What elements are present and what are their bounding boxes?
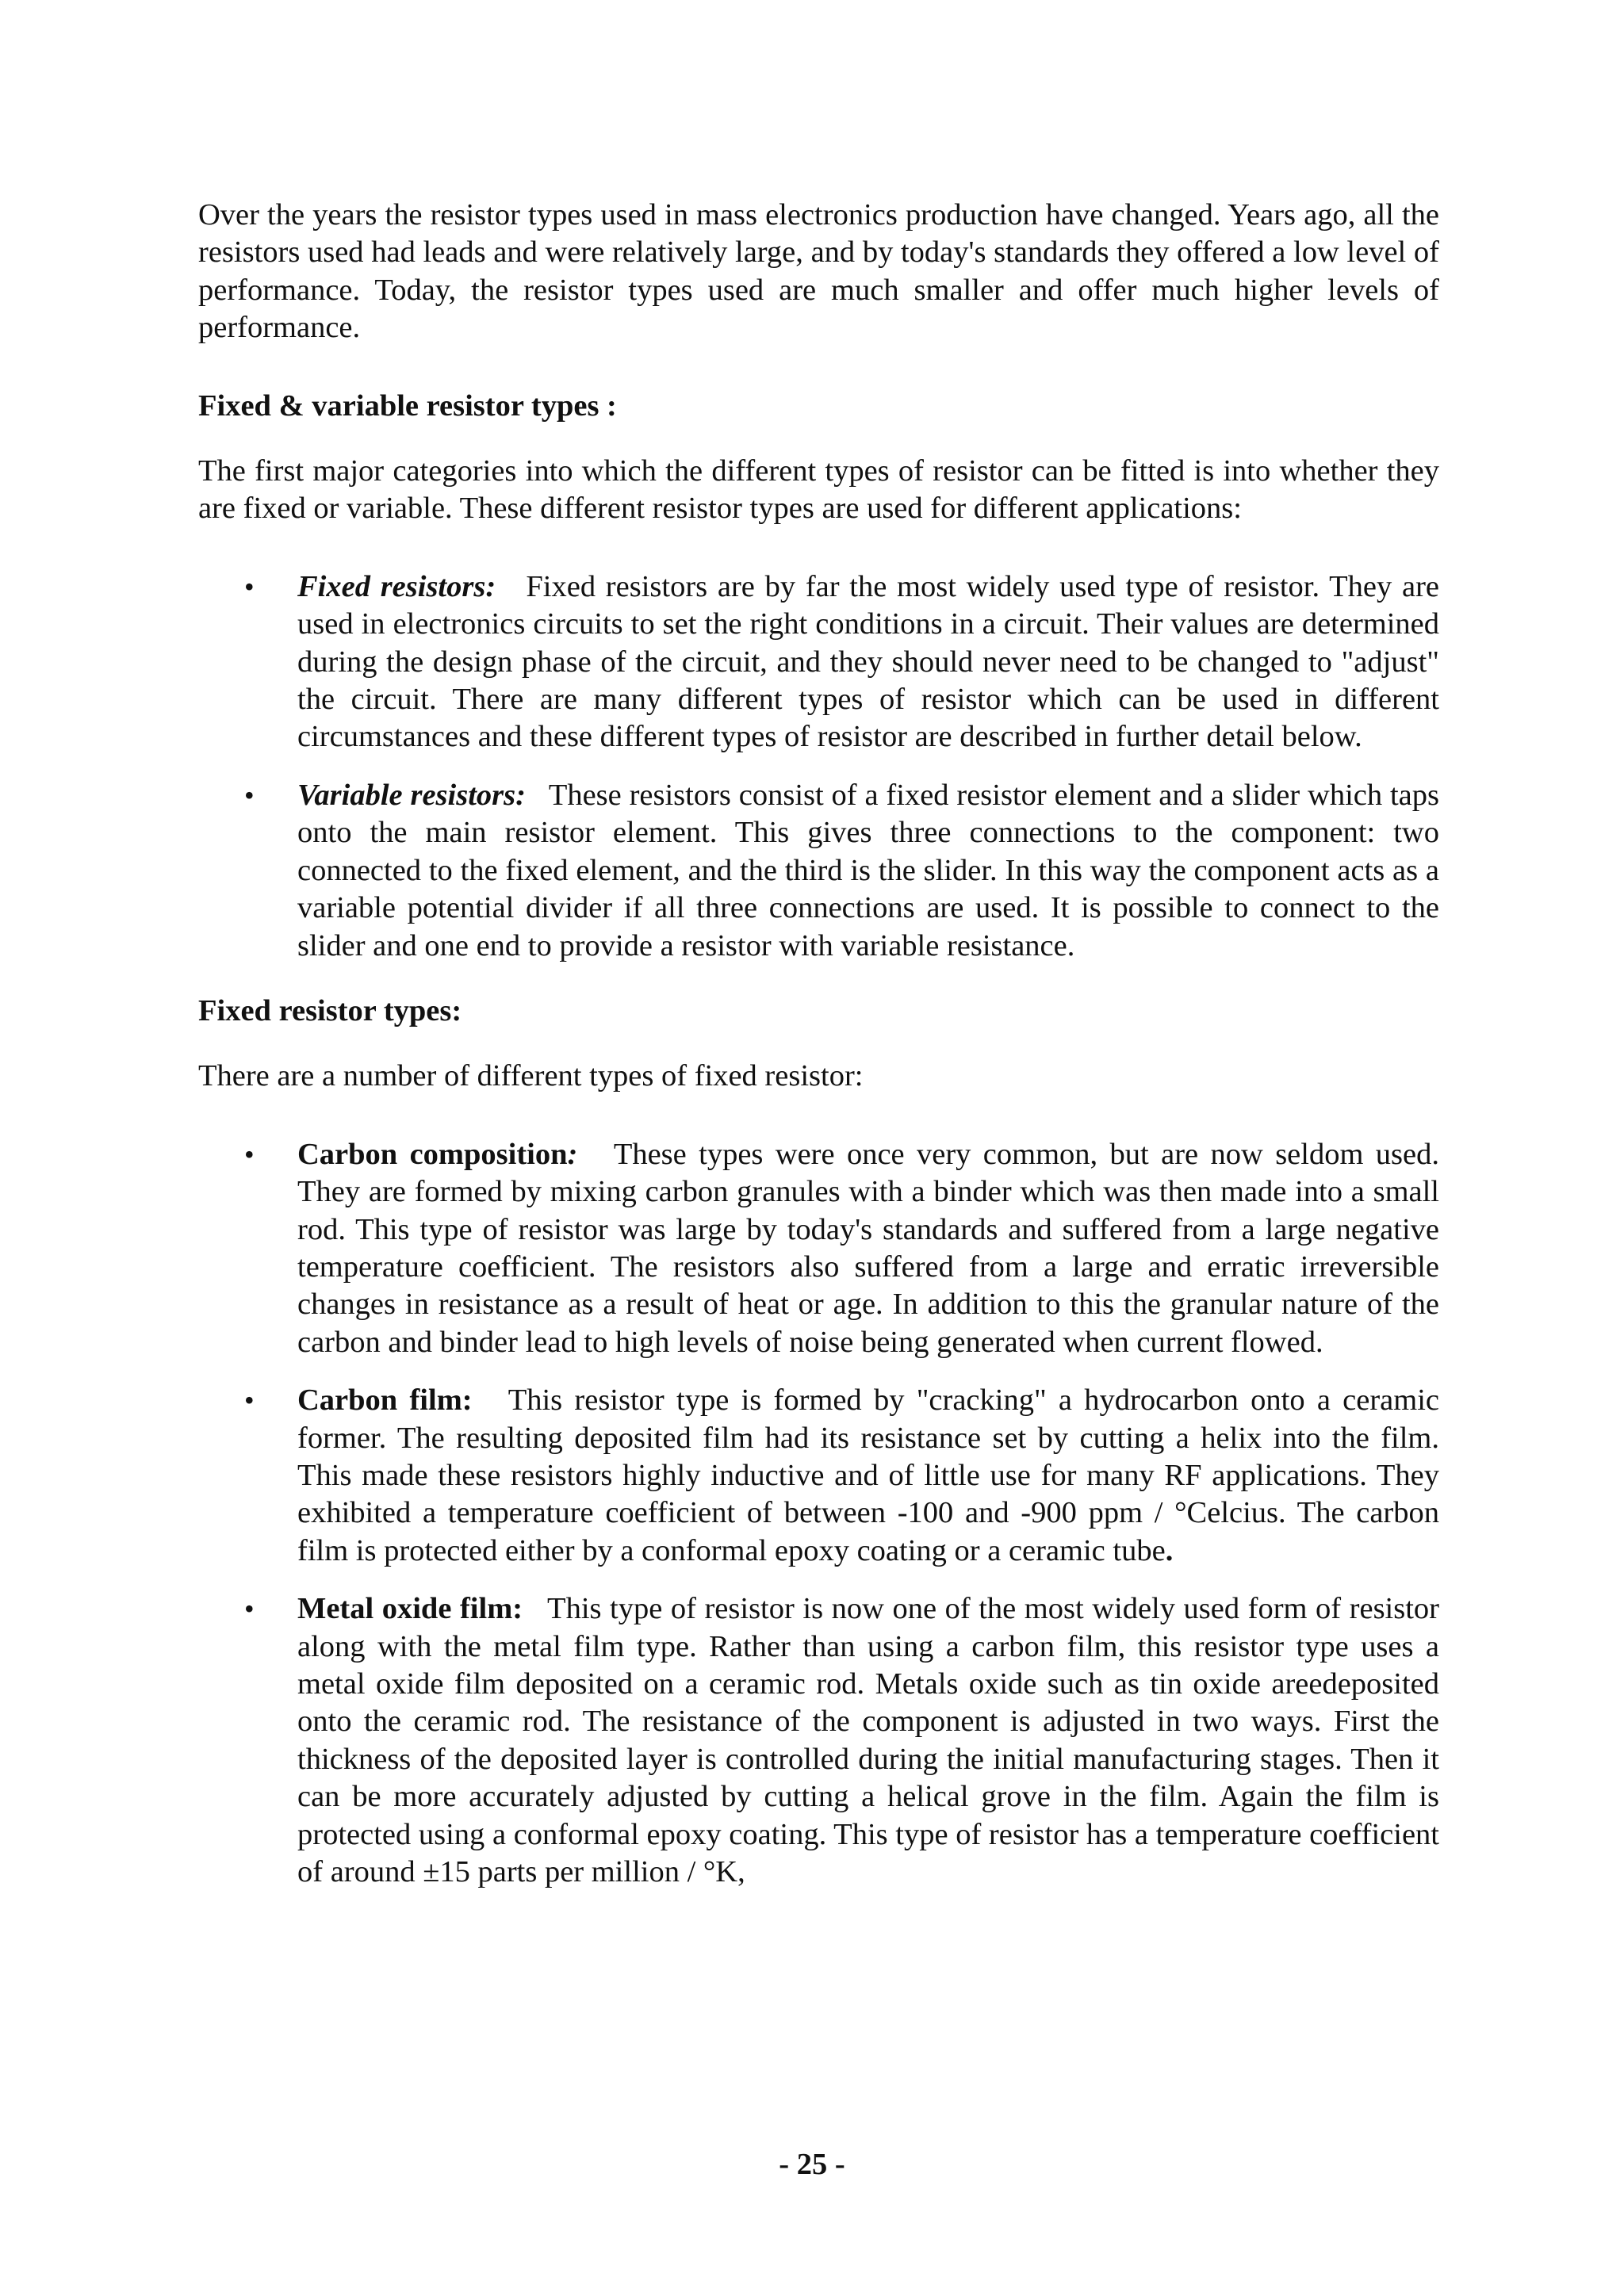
list-item-metal-oxide-film [198, 1590, 1439, 1891]
paragraph-fixed-types-intro: There are a number of different types of fixed resistor: [198, 1059, 864, 1093]
bullet-icon: • [244, 1593, 255, 1625]
list-item-variable-resistors [198, 777, 1439, 965]
term-carbon-film: Carbon film: [297, 1383, 473, 1418]
text-carbon-film: This resistor type is formed by "cracking" a hydrocarbon onto a ceramic former. The resulting deposited film had its resistance set by cutting a helix into the film. This made these resistors highly inductive and of little use for many RF applications. They exhibited a temperature coefficient of between -100 and -900 ppm / °Celcius. The carbon film is protected either by a conformal epoxy coating or a ceramic tube [297, 1383, 1439, 1567]
list-item-carbon-film [198, 1382, 1439, 1570]
bullet-icon: • [244, 1384, 255, 1417]
heading-fixed-resistor-types: Fixed resistor types: [198, 993, 462, 1027]
term-metal-oxide-film: Metal oxide film: [297, 1592, 523, 1626]
text-metal-oxide-film: This type of resistor is now one of the most widely used form of resistor along with the metal film type. Rather than using a carbon film, this resistor type uses a metal oxide film deposited on a ceramic rod. Metals oxide such as tin oxide areedeposited onto the ceramic rod. The resistance of the component is adjusted in two ways. First the thickness of the deposited layer is controlled during the initial manufacturing stages. Then it can be more accurately adjusted by cutting a helical grove in the film. Again the film is protected using a conformal epoxy coating. This type of resistor has a temperature coefficient of around ±15 parts per million / °K, [297, 1592, 1439, 1889]
list-fixed-variable [198, 568, 1439, 965]
term-carbon-composition: Carbon composition [297, 1137, 568, 1171]
term-variable-resistors: Variable resistors: [297, 778, 526, 812]
heading-fixed-variable: Fixed & variable resistor types : [198, 388, 617, 423]
bullet-icon: • [244, 570, 255, 603]
list-item-carbon-composition [198, 1136, 1439, 1361]
term-fixed-resistors: Fixed resistors: [297, 569, 496, 603]
bullet-icon: • [244, 1138, 255, 1170]
intro-paragraph: Over the years the resistor types used in mass electronics production have changed. Years ago, all the resistors used had leads and were relatively large, and by today's standards they offered a low level of performance. Today, the resistor types used are much smaller and offer much higher levels of performance. [198, 198, 1439, 345]
text-carbon-film-end: . [1165, 1533, 1174, 1567]
text-variable-resistors: These resistors consist of a fixed resistor element and a slider which taps onto the main resistor element. This gives three connections to the component: two connected to the fixed element, and the third is the slider. In this way the component acts as a variable potential divider if all three connections are used. It is possible to connect to the slider and one end to provide a resistor with variable resistance. [297, 778, 1439, 962]
document-page [198, 197, 1439, 1919]
bullet-icon: • [244, 779, 255, 811]
text-fixed-resistors: Fixed resistors are by far the most widely used type of resistor. They are used in electronics circuits to set the right conditions in a circuit. Their values are determined during the design phase of the circuit, and they should never need to be changed to "adjust" the circuit. There are many different types of resistor which can be used in different circumstances and these different types of resistor are described in further detail below. [297, 569, 1439, 754]
term-colon: : [567, 1137, 578, 1171]
list-fixed-resistor-types [198, 1136, 1439, 1892]
page-number: - 25 - [779, 2148, 845, 2181]
text-carbon-composition: These types were once very common, but are now seldom used. They are formed by mixing carbon granules with a binder which was then made into a small rod. This type of resistor was large by today's standards and suffered from a large negative temperature coefficient. The resistors also suffered from a large and erratic irreversible changes in resistance as a result of heat or age. In addition to this the granular nature of the carbon and binder lead to high levels of noise being generated when current flowed. [297, 1137, 1439, 1359]
paragraph-categories: The first major categories into which the different types of resistor can be fitted is into whether they are fixed or variable. These different resistor types are used for different applications: [198, 454, 1439, 526]
list-item-fixed-resistors [198, 568, 1439, 756]
